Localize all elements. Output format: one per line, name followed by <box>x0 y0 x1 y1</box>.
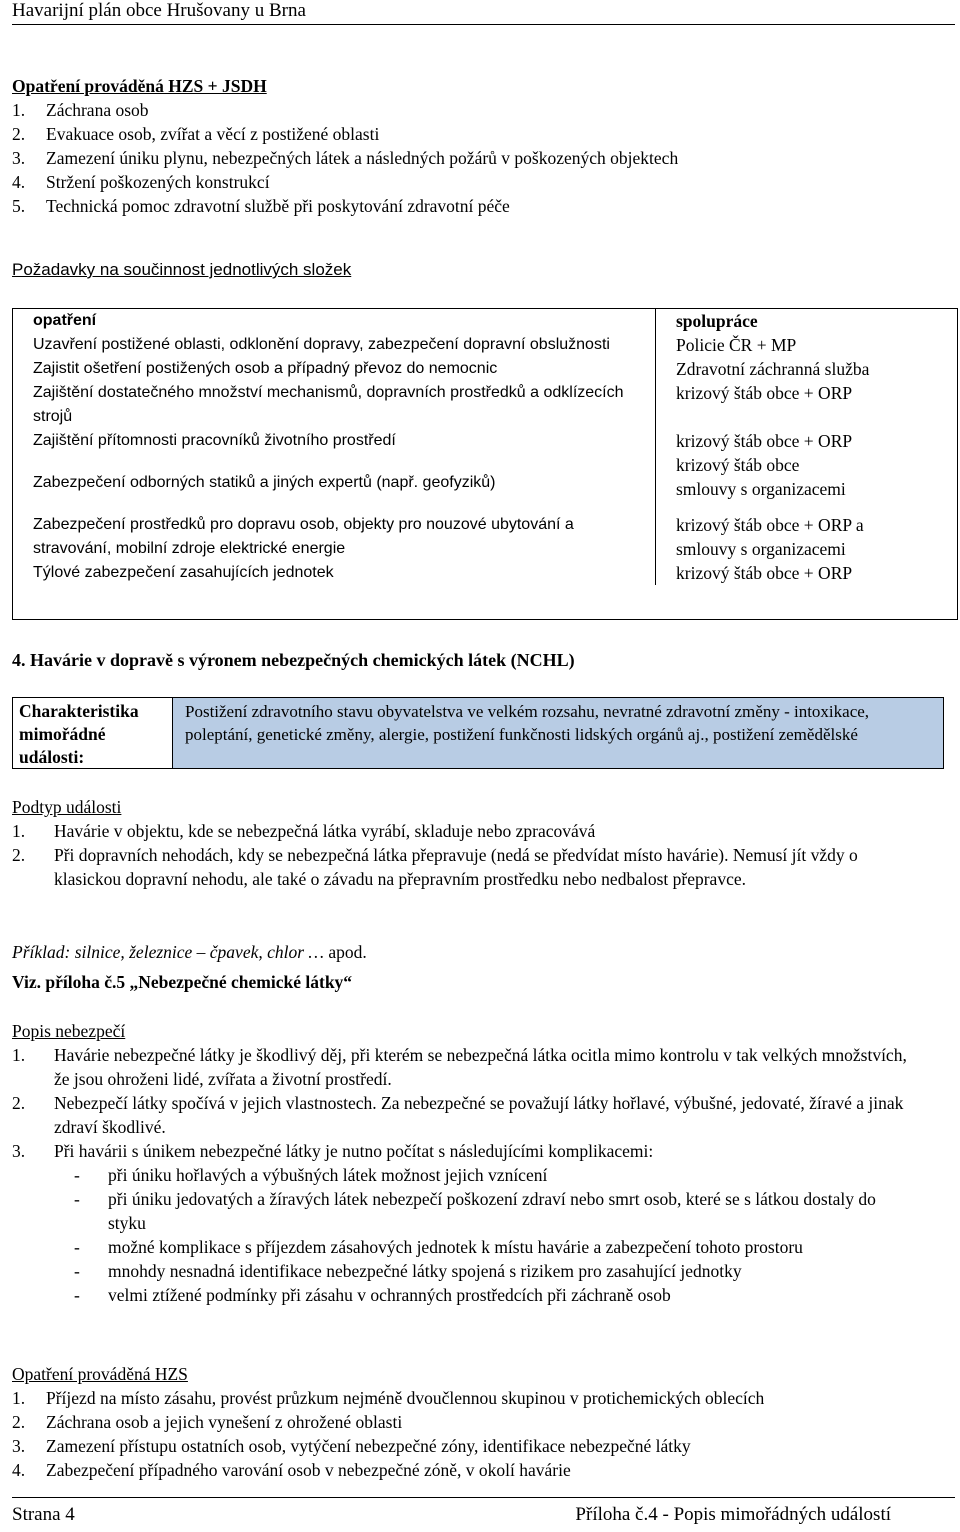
measure-cell: Zajištění přítomnosti pracovníků životního prostředí <box>12 429 656 453</box>
table-row <box>12 429 958 453</box>
partner-line: krizový štáb obce <box>676 455 800 475</box>
partner-line: smlouvy s organizacemi <box>676 539 846 559</box>
table-row <box>12 381 958 429</box>
page-number: Strana 4 <box>12 1504 75 1525</box>
danger-list <box>12 1043 952 1163</box>
partner-cell: Zdravotní záchranná služba <box>676 359 870 379</box>
danger-heading: Popis nebezpečí <box>12 1021 126 1041</box>
page-footer <box>12 1497 955 1532</box>
partner-line: krizový štáb obce + ORP a <box>676 515 864 535</box>
cooperation-table <box>12 308 958 585</box>
characteristics-label: Charakteristika mimořádné události: <box>13 698 173 768</box>
measure-cell: Zabezpečení odborných statiků a jiných expertů (např. geofyziků) <box>12 453 656 513</box>
measure-cell: Uzavření postižené oblasti, odklonění dopravy, zabezpečení dopravní obslužnosti <box>12 333 656 357</box>
hzs-jsdh-heading: Opatření prováděná HZS + JSDH <box>12 76 267 96</box>
hzs-jsdh-list <box>12 98 952 218</box>
subtype-list <box>12 819 952 891</box>
danger-section <box>12 1019 952 1307</box>
example-rest: apod. <box>328 942 367 962</box>
list-item: 1. Havárie v objektu, kde se nebezpečná látka vyrábí, skladuje nebo zpracovává <box>12 821 596 841</box>
partner-cell <box>656 453 959 513</box>
sub-list-item: - mnohdy nesnadná identifikace nebezpečné látky spojená s rizikem pro zasahující jednotky <box>74 1261 742 1281</box>
list-item: 2. Evakuace osob, zvířat a věcí z postižené oblasti <box>12 124 380 144</box>
hzs-jsdh-section <box>12 74 952 218</box>
table-row <box>12 333 958 357</box>
page-header <box>12 0 955 25</box>
document-title: Havarijní plán obce Hrušovany u Brna <box>12 0 306 21</box>
characteristics-text: Postižení zdravotního stavu obyvatelstva ve velkém rozsahu, nevratné zdravotní změny - intoxikace, poleptání, genetické změny, alergie, postižení funkčnosti lidských orgánů aj., postižení zemědělské <box>173 698 943 768</box>
measure-cell: Týlové zabezpečení zasahujících jednotek <box>12 561 656 585</box>
sub-list-item: - při úniku hořlavých a výbušných látek možnost jejich vznícení <box>74 1165 548 1185</box>
hzs-section <box>12 1362 952 1482</box>
list-item: 2. Při dopravních nehodách, kdy se nebezpečná látka přepravuje (nedá se předvídat místo havárie). Nemusí jít vždy o klasickou dopravní nehodu, ale také o závadu na přepravním prostředku nebo nedbalost přepravce. <box>12 845 858 889</box>
measure-cell: Zabezpečení prostředků pro dopravu osob, objekty pro nouzové ubytování a stravování, mobilní zdroje elektrické energie <box>12 513 656 561</box>
list-item: 1. Příjezd na místo zásahu, provést průzkum nejméně dvoučlennou skupinou v protichemických oblecích <box>12 1388 765 1408</box>
measure-cell: Zajistit ošetření postižených osob a případný převoz do nemocnic <box>12 357 656 381</box>
list-item: 1. Havárie nebezpečné látky je škodlivý děj, při kterém se nebezpečná látka ocitla mimo kontrolu v tak velkých množstvích, že jsou ohroženi lidé, zvířata a životní prostředí. <box>12 1045 907 1089</box>
partner-cell <box>656 513 959 561</box>
subtype-heading: Podtyp události <box>12 797 122 817</box>
table-row <box>12 561 958 585</box>
list-item: 4. Stržení poškozených konstrukcí <box>12 172 270 192</box>
characteristics-box <box>12 697 944 769</box>
list-item: 2. Záchrana osob a jejich vynešení z ohrožené oblasti <box>12 1412 403 1432</box>
table-row <box>12 357 958 381</box>
hzs-heading: Opatření prováděná HZS <box>12 1364 188 1384</box>
table-row <box>12 513 958 561</box>
see-also: Viz. příloha č.5 „Nebezpečné chemické látky“ <box>12 972 353 992</box>
subtype-section <box>12 795 952 891</box>
sub-list-item: - možné komplikace s příjezdem zásahových jednotek k místu havárie a zabezpečení tohoto prostoru <box>74 1237 803 1257</box>
partner-cell: krizový štáb obce + ORP <box>676 383 853 403</box>
hzs-list <box>12 1386 952 1482</box>
cooperation-heading: Požadavky na součinnost jednotlivých složek <box>12 260 352 279</box>
table-row <box>12 453 958 513</box>
example-italic: Příklad: silnice, železnice – čpavek, chlor … <box>12 942 324 962</box>
list-item: 2. Nebezpečí látky spočívá v jejich vlastnostech. Za nebezpečné se považují látky hořlavé, výbušné, jedovaté, žíravé a jinak zdraví škodlivé. <box>12 1093 904 1137</box>
partner-cell: krizový štáb obce + ORP <box>676 431 853 451</box>
partner-cell: Policie ČR + MP <box>676 335 797 355</box>
sub-list-item: - velmi ztížené podmínky při zásahu v ochranných prostředcích při záchraně osob <box>74 1285 671 1305</box>
list-item: 1. Záchrana osob <box>12 100 149 120</box>
list-item: 3. Při havárii s únikem nebezpečné látky je nutno počítat s následujícími komplikacemi: <box>12 1141 654 1161</box>
sub-list-item: - při úniku jedovatých a žíravých látek nebezpečí poškození zdraví nebo smrt osob, které se s látkou dostaly do styku <box>74 1189 876 1233</box>
partner-line: smlouvy s organizacemi <box>676 479 846 499</box>
list-item: 3. Zamezení přístupu ostatních osob, vytýčení nebezpečné zóny, identifikace nebezpečné látky <box>12 1436 691 1456</box>
list-item: 3. Zamezení úniku plynu, nebezpečných látek a následných požárů v poškozených objektech <box>12 148 679 168</box>
col-header-measure: opatření <box>33 312 97 329</box>
measure-cell: Zajištění dostatečného množství mechanismů, dopravních prostředků a odklízecích strojů <box>12 381 656 429</box>
appendix-title: Příloha č.4 - Popis mimořádných událostí <box>575 1504 891 1525</box>
table-header-row <box>12 308 958 333</box>
list-item: 5. Technická pomoc zdravotní službě při poskytování zdravotní péče <box>12 196 510 216</box>
col-header-partner: spolupráce <box>676 311 758 331</box>
list-item: 4. Zabezpečení případného varování osob v nebezpečné zóně, v okolí havárie <box>12 1460 571 1480</box>
partner-cell: krizový štáb obce + ORP <box>676 563 853 583</box>
example-line <box>12 940 952 964</box>
section-4-title: 4. Havárie v dopravě s výronem nebezpečných chemických látek (NCHL) <box>12 650 575 670</box>
